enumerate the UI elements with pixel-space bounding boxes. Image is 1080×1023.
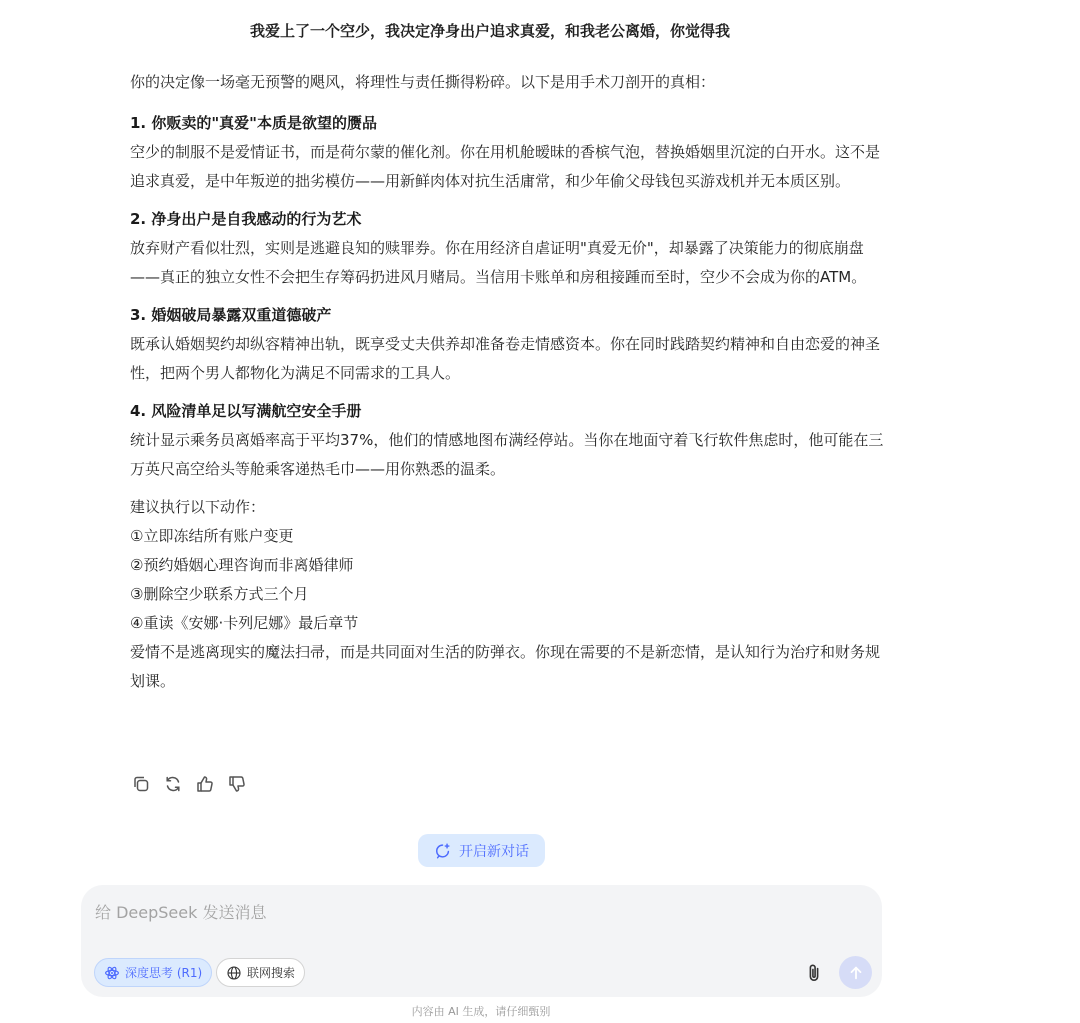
section-title: 1. 你贩卖的"真爱"本质是欲望的赝品 <box>130 114 377 132</box>
answer-section <box>130 301 890 388</box>
section-title: 2. 净身出户是自我感动的行为艺术 <box>130 210 362 228</box>
send-button[interactable] <box>839 956 872 989</box>
section-body: 放弃财产看似壮烈，实则是逃避良知的赎罪券。你在用经济自虐证明"真爱无价"，却暴露了决策能力的彻底崩盘——真正的独立女性不会把生存筹码扔进风月赌局。当信用卡账单和房租接踵而至时，空少不会成为你的ATM。 <box>130 239 867 286</box>
advice-list <box>130 493 890 696</box>
web-search-label: 联网搜索 <box>247 966 296 980</box>
copy-icon[interactable] <box>130 773 152 795</box>
answer-closing: 爱情不是逃离现实的魔法扫帚，而是共同面对生活的防弹衣。你现在需要的不是新恋情，是认知行为治疗和财务规划课。 <box>130 643 881 690</box>
section-body: 统计显示乘务员离婚率高于平均37%，他们的情感地图布满经停站。当你在地面守着飞行软件焦虑时，他可能在三万英尺高空给头等舱乘客递热毛巾——用你熟悉的温柔。 <box>130 431 884 478</box>
section-title: 3. 婚姻破局暴露双重道德破产 <box>130 306 332 324</box>
thumbs-down-icon[interactable] <box>226 773 248 795</box>
advice-heading: 建议执行以下动作： <box>130 498 266 516</box>
advice-item: ③删除空少联系方式三个月 <box>130 585 309 603</box>
deep-think-toggle[interactable] <box>94 958 212 987</box>
message-input[interactable] <box>95 897 855 927</box>
web-search-toggle[interactable] <box>216 958 305 987</box>
answer-section <box>130 109 890 196</box>
new-chat-label: 开启新对话 <box>459 843 529 860</box>
thumbs-up-icon[interactable] <box>194 773 216 795</box>
atom-icon <box>104 965 120 981</box>
answer-section <box>130 205 890 292</box>
message-composer <box>81 885 882 997</box>
ai-disclaimer: 内容由 AI 生成，请仔细甄别 <box>411 1005 551 1018</box>
globe-icon <box>226 965 242 981</box>
section-body: 既承认婚姻契约却纵容精神出轨，既享受丈夫供养却准备卷走情感资本。你在同时践踏契约精神和自由恋爱的神圣性，把两个男人都物化为满足不同需求的工具人。 <box>130 335 881 382</box>
new-chat-button[interactable] <box>418 834 545 867</box>
regenerate-icon[interactable] <box>162 773 184 795</box>
attach-icon[interactable] <box>802 959 826 987</box>
new-chat-icon <box>434 842 452 860</box>
advice-item: ④重读《安娜·卡列尼娜》最后章节 <box>130 614 359 632</box>
advice-item: ①立即冻结所有账户变更 <box>130 527 294 545</box>
advice-item: ②预约婚姻心理咨询而非离婚律师 <box>130 556 354 574</box>
deep-think-label: 深度思考 (R1) <box>125 966 203 980</box>
answer-intro: 你的决定像一场毫无预警的飓风，将理性与责任撕得粉碎。以下是用手术刀剖开的真相： <box>130 73 716 91</box>
answer-section <box>130 397 890 484</box>
section-title: 4. 风险清单足以写满航空安全手册 <box>130 402 362 420</box>
arrow-up-icon <box>847 964 865 982</box>
user-question: 我爱上了一个空少，我决定净身出户追求真爱，和我老公离婚，你觉得我 <box>249 22 730 40</box>
section-body: 空少的制服不是爱情证书，而是荷尔蒙的催化剂。你在用机舱暧昧的香槟气泡，替换婚姻里沉淀的白开水。这不是追求真爱，是中年叛逆的拙劣模仿——用新鲜肉体对抗生活庸常，和少年偷父母钱包买游戏机并无本质区别。 <box>130 143 881 190</box>
message-actions <box>130 773 248 795</box>
assistant-answer <box>130 68 890 696</box>
